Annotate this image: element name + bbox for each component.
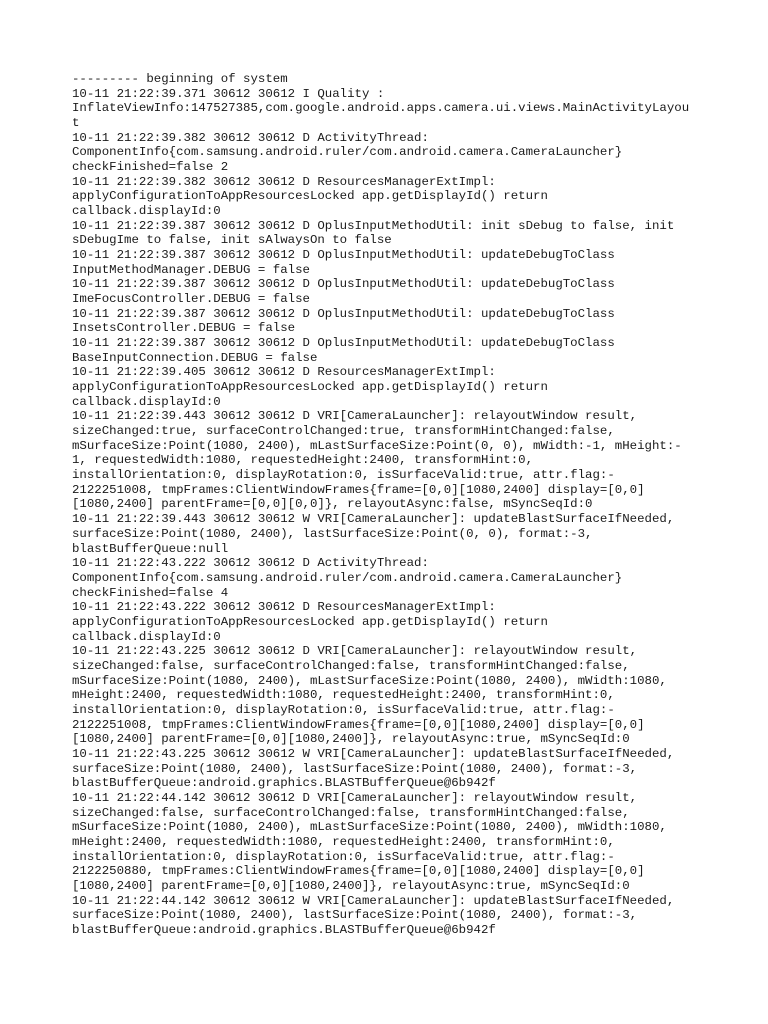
log-line: InflateViewInfo:147527385,com.google.android.apps.camera.ui.views.MainActivityLayou [72,101,690,116]
log-line: blastBufferQueue:null [72,541,229,556]
log-line: 2122250880, tmpFrames:ClientWindowFrames{frame=[0,0][1080,2400] display=[0,0] [72,864,645,879]
log-line: installOrientation:0, displayRotation:0, isSurfaceValid:true, attr.flag:- [72,702,615,717]
log-line: installOrientation:0, displayRotation:0, isSurfaceValid:true, attr.flag:- [72,849,615,864]
log-line: 10-11 21:22:43.225 30612 30612 W VRI[CameraLauncher]: updateBlastSurfaceIfNeeded, [72,746,675,761]
log-line: 10-11 21:22:43.222 30612 30612 D ResourcesManagerExtImpl: [72,600,496,615]
log-line: 2122251008, tmpFrames:ClientWindowFrames{frame=[0,0][1080,2400] display=[0,0] [72,482,645,497]
log-line: 10-11 21:22:39.382 30612 30612 D ActivityThread: [72,130,429,145]
log-line: blastBufferQueue:android.graphics.BLASTBufferQueue@6b942f [72,776,496,791]
log-line: 2122251008, tmpFrames:ClientWindowFrames{frame=[0,0][1080,2400] display=[0,0] [72,717,645,732]
log-line: 10-11 21:22:39.387 30612 30612 D OplusInputMethodUtil: init sDebug to false, init [72,218,675,233]
log-line: 10-11 21:22:39.387 30612 30612 D OplusInputMethodUtil: updateDebugToClass [72,248,615,263]
log-line: t [72,116,80,131]
log-line: installOrientation:0, displayRotation:0, isSurfaceValid:true, attr.flag:- [72,468,615,483]
log-line: surfaceSize:Point(1080, 2400), lastSurfaceSize:Point(0, 0), format:-3, [72,526,593,541]
log-line: applyConfigurationToAppResourcesLocked app.getDisplayId() return [72,614,548,629]
log-line: mSurfaceSize:Point(1080, 2400), mLastSurfaceSize:Point(1080, 2400), mWidth:1080, [72,673,667,688]
log-line: ComponentInfo{com.samsung.android.ruler/com.android.camera.CameraLauncher} [72,145,623,160]
log-line: 10-11 21:22:39.382 30612 30612 D ResourcesManagerExtImpl: [72,174,496,189]
log-line: InputMethodManager.DEBUG = false [72,262,310,277]
log-line: 10-11 21:22:43.222 30612 30612 D ActivityThread: [72,556,429,571]
log-line: 10-11 21:22:44.142 30612 30612 D VRI[CameraLauncher]: relayoutWindow result, [72,790,638,805]
log-line: callback.displayId:0 [72,394,221,409]
log-line: --------- beginning of system [72,72,288,86]
log-line: applyConfigurationToAppResourcesLocked app.getDisplayId() return [72,380,548,395]
log-line: 10-11 21:22:43.225 30612 30612 D VRI[CameraLauncher]: relayoutWindow result, [72,644,638,659]
log-line: InsetsController.DEBUG = false [72,321,296,336]
log-line: mSurfaceSize:Point(1080, 2400), mLastSurfaceSize:Point(1080, 2400), mWidth:1080, [72,820,667,835]
log-line: blastBufferQueue:android.graphics.BLASTBufferQueue@6b942f [72,922,496,937]
log-line: sDebugIme to false, init sAlwaysOn to false [72,233,392,248]
log-text [72,72,712,938]
log-line: [1080,2400] parentFrame=[0,0][1080,2400]}, relayoutAsync:true, mSyncSeqId:0 [72,878,630,893]
log-line: surfaceSize:Point(1080, 2400), lastSurfaceSize:Point(1080, 2400), format:-3, [72,908,638,923]
log-line: ImeFocusController.DEBUG = false [72,292,310,307]
log-line: 10-11 21:22:39.387 30612 30612 D OplusInputMethodUtil: updateDebugToClass [72,277,615,292]
log-line: sizeChanged:false, surfaceControlChanged:false, transformHintChanged:false, [72,805,630,820]
log-line: 10-11 21:22:39.443 30612 30612 W VRI[CameraLauncher]: updateBlastSurfaceIfNeeded, [72,512,675,527]
log-line: 10-11 21:22:39.371 30612 30612 I Quality : [72,86,385,101]
log-line: 10-11 21:22:44.142 30612 30612 W VRI[CameraLauncher]: updateBlastSurfaceIfNeeded, [72,893,675,908]
log-line: [1080,2400] parentFrame=[0,0][1080,2400]}, relayoutAsync:true, mSyncSeqId:0 [72,732,630,747]
log-line: mHeight:2400, requestedWidth:1080, requestedHeight:2400, transformHint:0, [72,834,615,849]
log-line: [1080,2400] parentFrame=[0,0][0,0]}, relayoutAsync:false, mSyncSeqId:0 [72,497,593,512]
log-line: mSurfaceSize:Point(1080, 2400), mLastSurfaceSize:Point(0, 0), mWidth:-1, mHeight:- [72,438,682,453]
log-line: applyConfigurationToAppResourcesLocked app.getDisplayId() return [72,189,548,204]
log-line: 1, requestedWidth:1080, requestedHeight:2400, transformHint:0, [72,453,534,468]
log-line: ComponentInfo{com.samsung.android.ruler/com.android.camera.CameraLauncher} [72,570,623,585]
log-line: 10-11 21:22:39.387 30612 30612 D OplusInputMethodUtil: updateDebugToClass [72,306,615,321]
log-line: 10-11 21:22:39.405 30612 30612 D ResourcesManagerExtImpl: [72,365,496,380]
log-line: BaseInputConnection.DEBUG = false [72,350,318,365]
log-line: surfaceSize:Point(1080, 2400), lastSurfaceSize:Point(1080, 2400), format:-3, [72,761,638,776]
log-line: callback.displayId:0 [72,204,221,219]
log-line: callback.displayId:0 [72,629,221,644]
log-line: checkFinished=false 4 [72,585,229,600]
log-line: checkFinished=false 2 [72,160,229,175]
log-line: mHeight:2400, requestedWidth:1080, requestedHeight:2400, transformHint:0, [72,688,615,703]
log-line: sizeChanged:true, surfaceControlChanged:true, transformHintChanged:false, [72,424,615,439]
log-line: 10-11 21:22:39.387 30612 30612 D OplusInputMethodUtil: updateDebugToClass [72,336,615,351]
log-line: 10-11 21:22:39.443 30612 30612 D VRI[CameraLauncher]: relayoutWindow result, [72,409,638,424]
log-document [72,72,712,938]
log-line: sizeChanged:false, surfaceControlChanged:false, transformHintChanged:false, [72,658,630,673]
